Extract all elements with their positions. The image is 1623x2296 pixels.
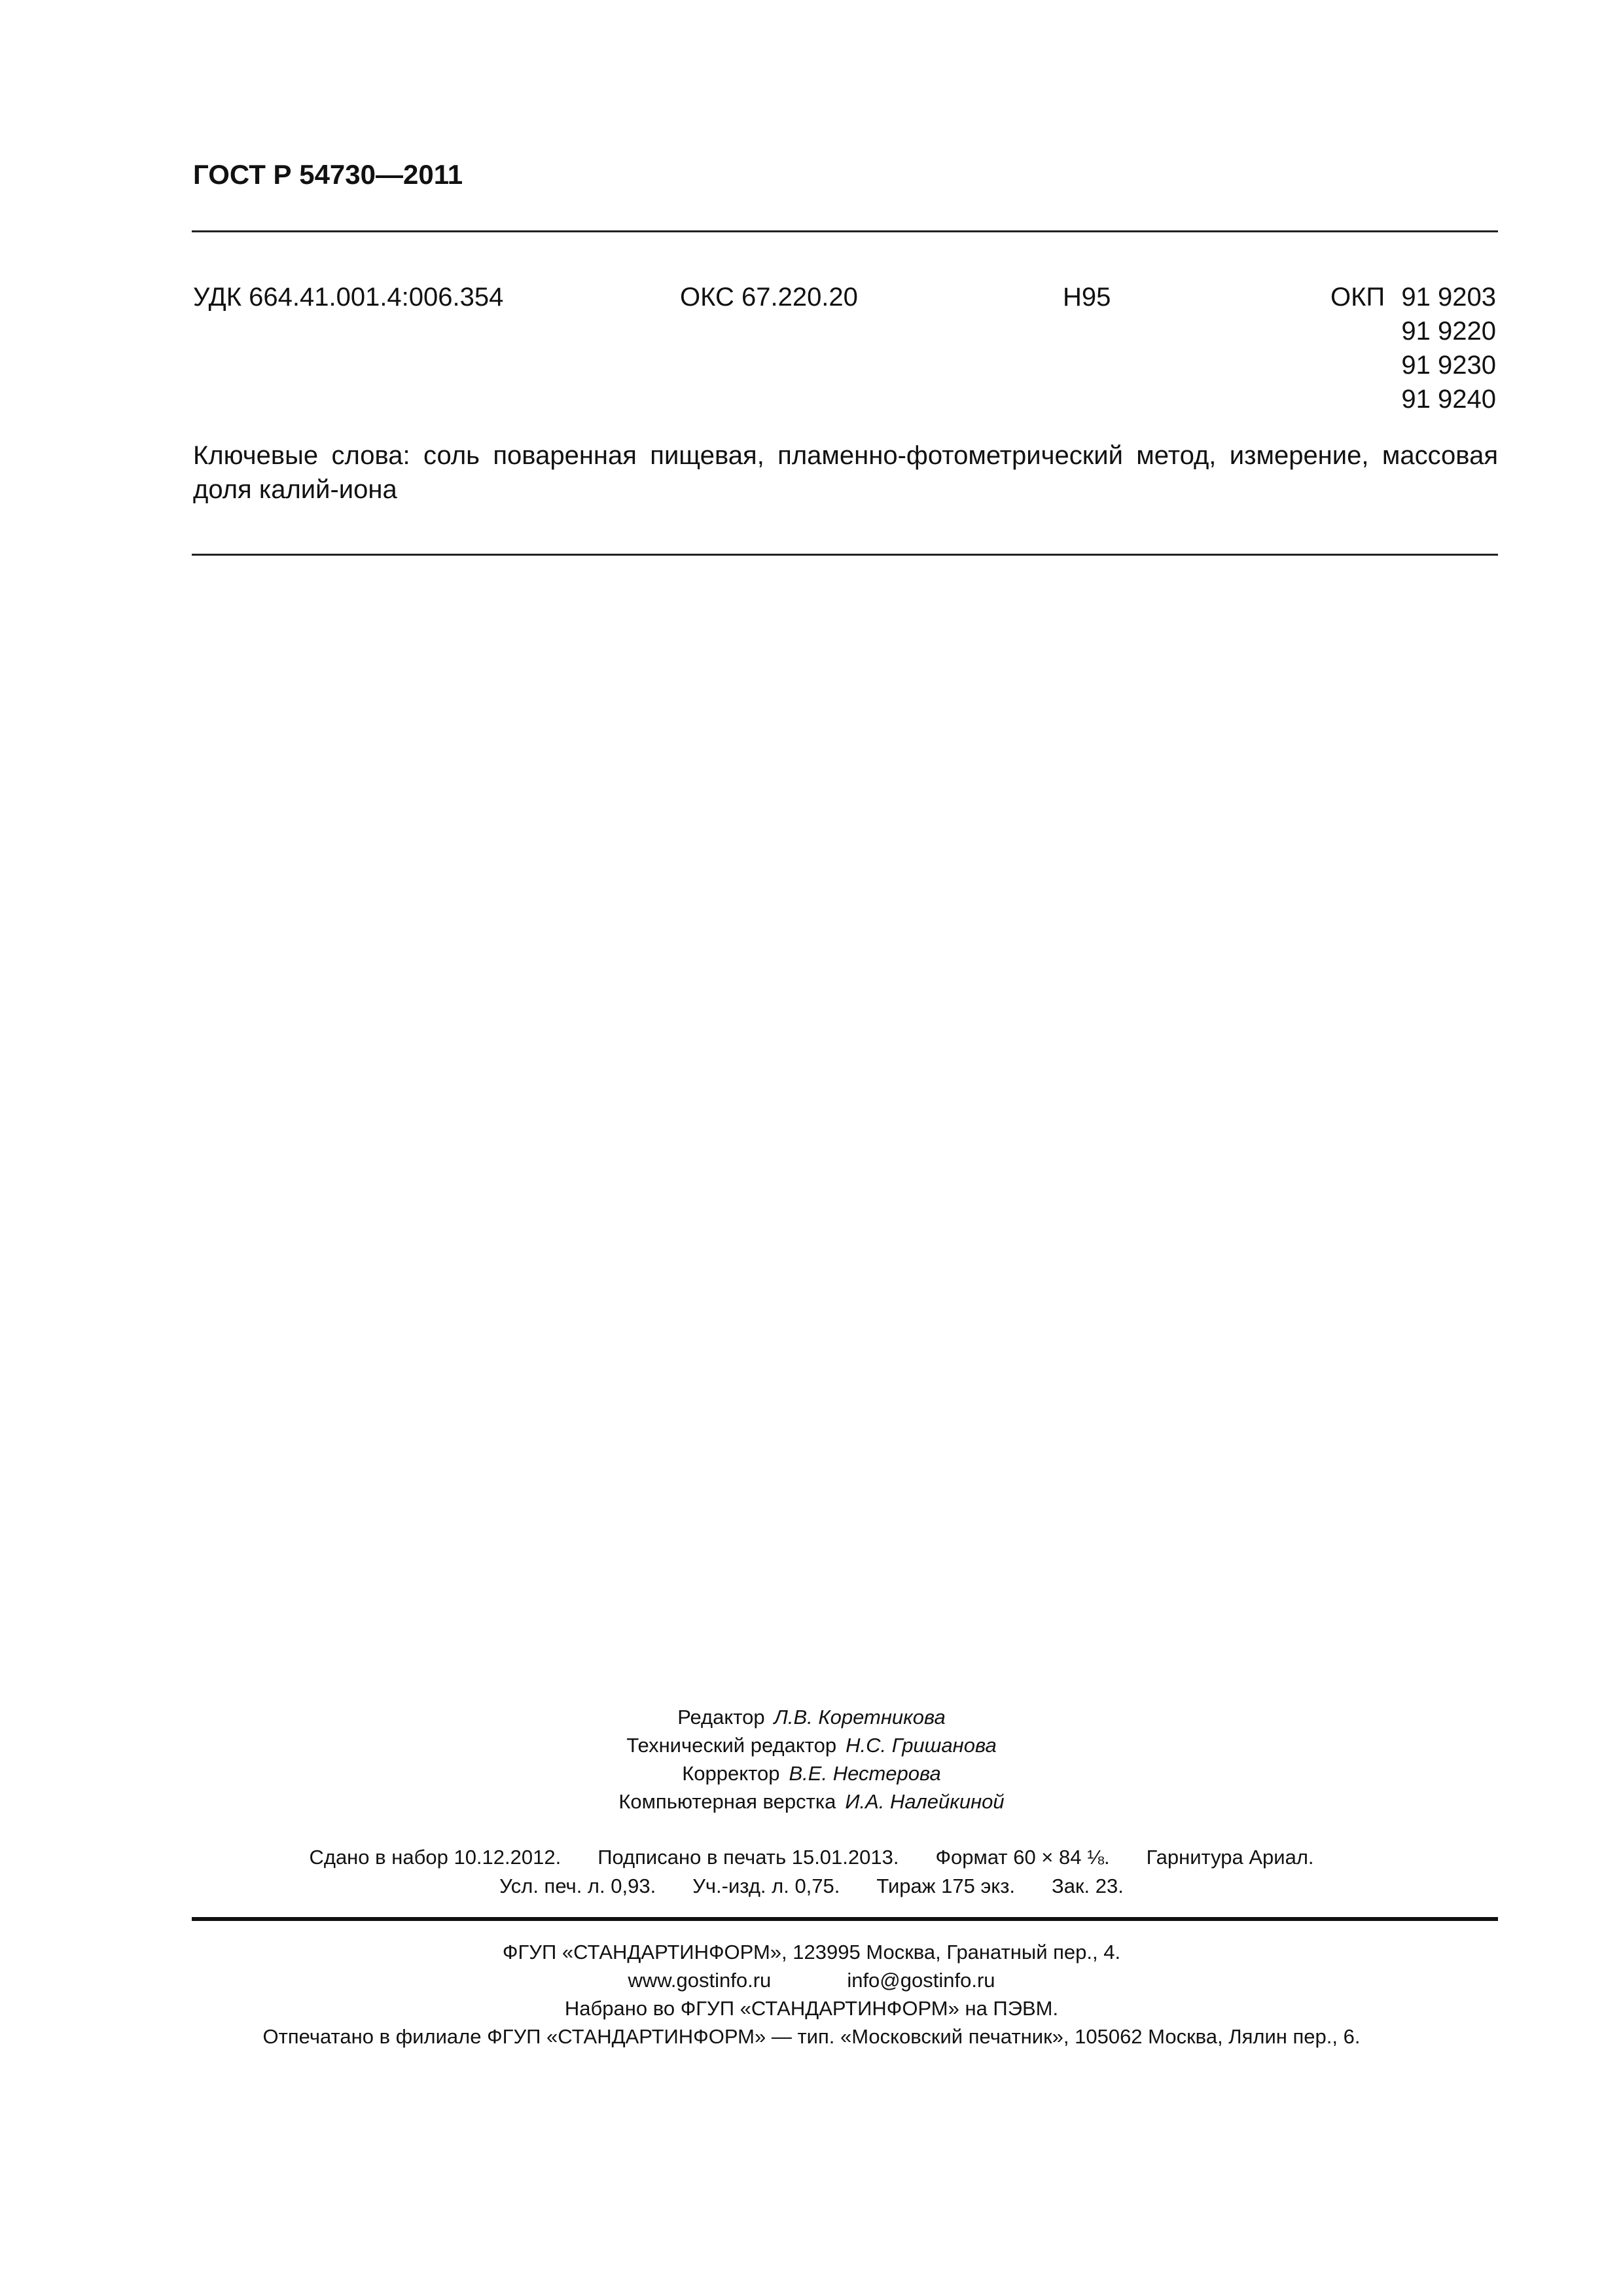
print-info-line1: [0, 1843, 1623, 1872]
publisher-address: ФГУП «СТАНДАРТИНФОРМ», 123995 Москва, Гранатный пер., 4.: [502, 1941, 1121, 1964]
credit-person: И.А. Налейкиной: [845, 1790, 1005, 1813]
standard-code: ГОСТ Р 54730—2011: [193, 159, 463, 190]
keywords: [193, 439, 1498, 507]
okp-code: 91 9220: [1401, 317, 1496, 346]
credit-editor: [0, 1703, 1623, 1732]
credit-role: Редактор: [677, 1706, 765, 1729]
publisher-contacts: [0, 1966, 1623, 1995]
credit-person: В.Е. Нестерова: [789, 1762, 941, 1785]
okp-code: 91 9203: [1401, 283, 1496, 312]
credit-layout: [0, 1787, 1623, 1816]
keywords-line: Ключевые слова: соль поваренная пищевая, пламенно-фотометрический метод, измерение, массовая: [193, 441, 1498, 470]
credit-proofreader: [0, 1759, 1623, 1788]
udk-code: УДК 664.41.001.4:006.354: [193, 283, 504, 312]
okp-code: 91 9240: [1401, 385, 1496, 414]
publisher-website: www.gostinfo.ru: [628, 1969, 772, 1992]
credit-role: Компьютерная верстка: [618, 1790, 836, 1813]
publisher-email: info@gostinfo.ru: [847, 1969, 995, 1992]
typeface: Гарнитура Ариал.: [1146, 1846, 1314, 1869]
order-number: Зак. 23.: [1052, 1874, 1124, 1897]
printed-note: Отпечатано в филиале ФГУП «СТАНДАРТИНФОРМ» — тип. «Московский печатник», 105062 Москва, Лялин пер., 6.: [262, 2025, 1361, 2048]
credit-role: Технический редактор: [626, 1734, 837, 1757]
oks-code: ОКС 67.220.20: [680, 283, 858, 312]
print-format: Формат 60 × 84 ⅛.: [935, 1846, 1110, 1869]
okp-label: ОКП: [1330, 283, 1385, 312]
keywords-divider: [192, 554, 1498, 556]
h-code: Н95: [1063, 283, 1111, 312]
credit-role: Корректор: [682, 1762, 780, 1785]
signed-date: Подписано в печать 15.01.2013.: [597, 1846, 899, 1869]
tirazh: Тираж 175 экз.: [876, 1874, 1016, 1897]
credit-person: Н.С. Гришанова: [846, 1734, 997, 1757]
uch-izd: Уч.-изд. л. 0,75.: [692, 1874, 840, 1897]
publisher-divider: [192, 1917, 1498, 1921]
print-info-line2: [0, 1872, 1623, 1901]
okp-codes: [1401, 280, 1496, 416]
submitted-date: Сдано в набор 10.12.2012.: [309, 1846, 562, 1869]
top-divider: [192, 230, 1498, 232]
credit-tech-editor: [0, 1731, 1623, 1760]
okp-code: 91 9230: [1401, 351, 1496, 380]
keywords-line: доля калий-иона: [193, 475, 397, 504]
credit-person: Л.В. Коретникова: [774, 1706, 946, 1729]
typeset-note: Набрано во ФГУП «СТАНДАРТИНФОРМ» на ПЭВМ.: [564, 1997, 1059, 2020]
usl-pech: Усл. печ. л. 0,93.: [499, 1874, 656, 1897]
